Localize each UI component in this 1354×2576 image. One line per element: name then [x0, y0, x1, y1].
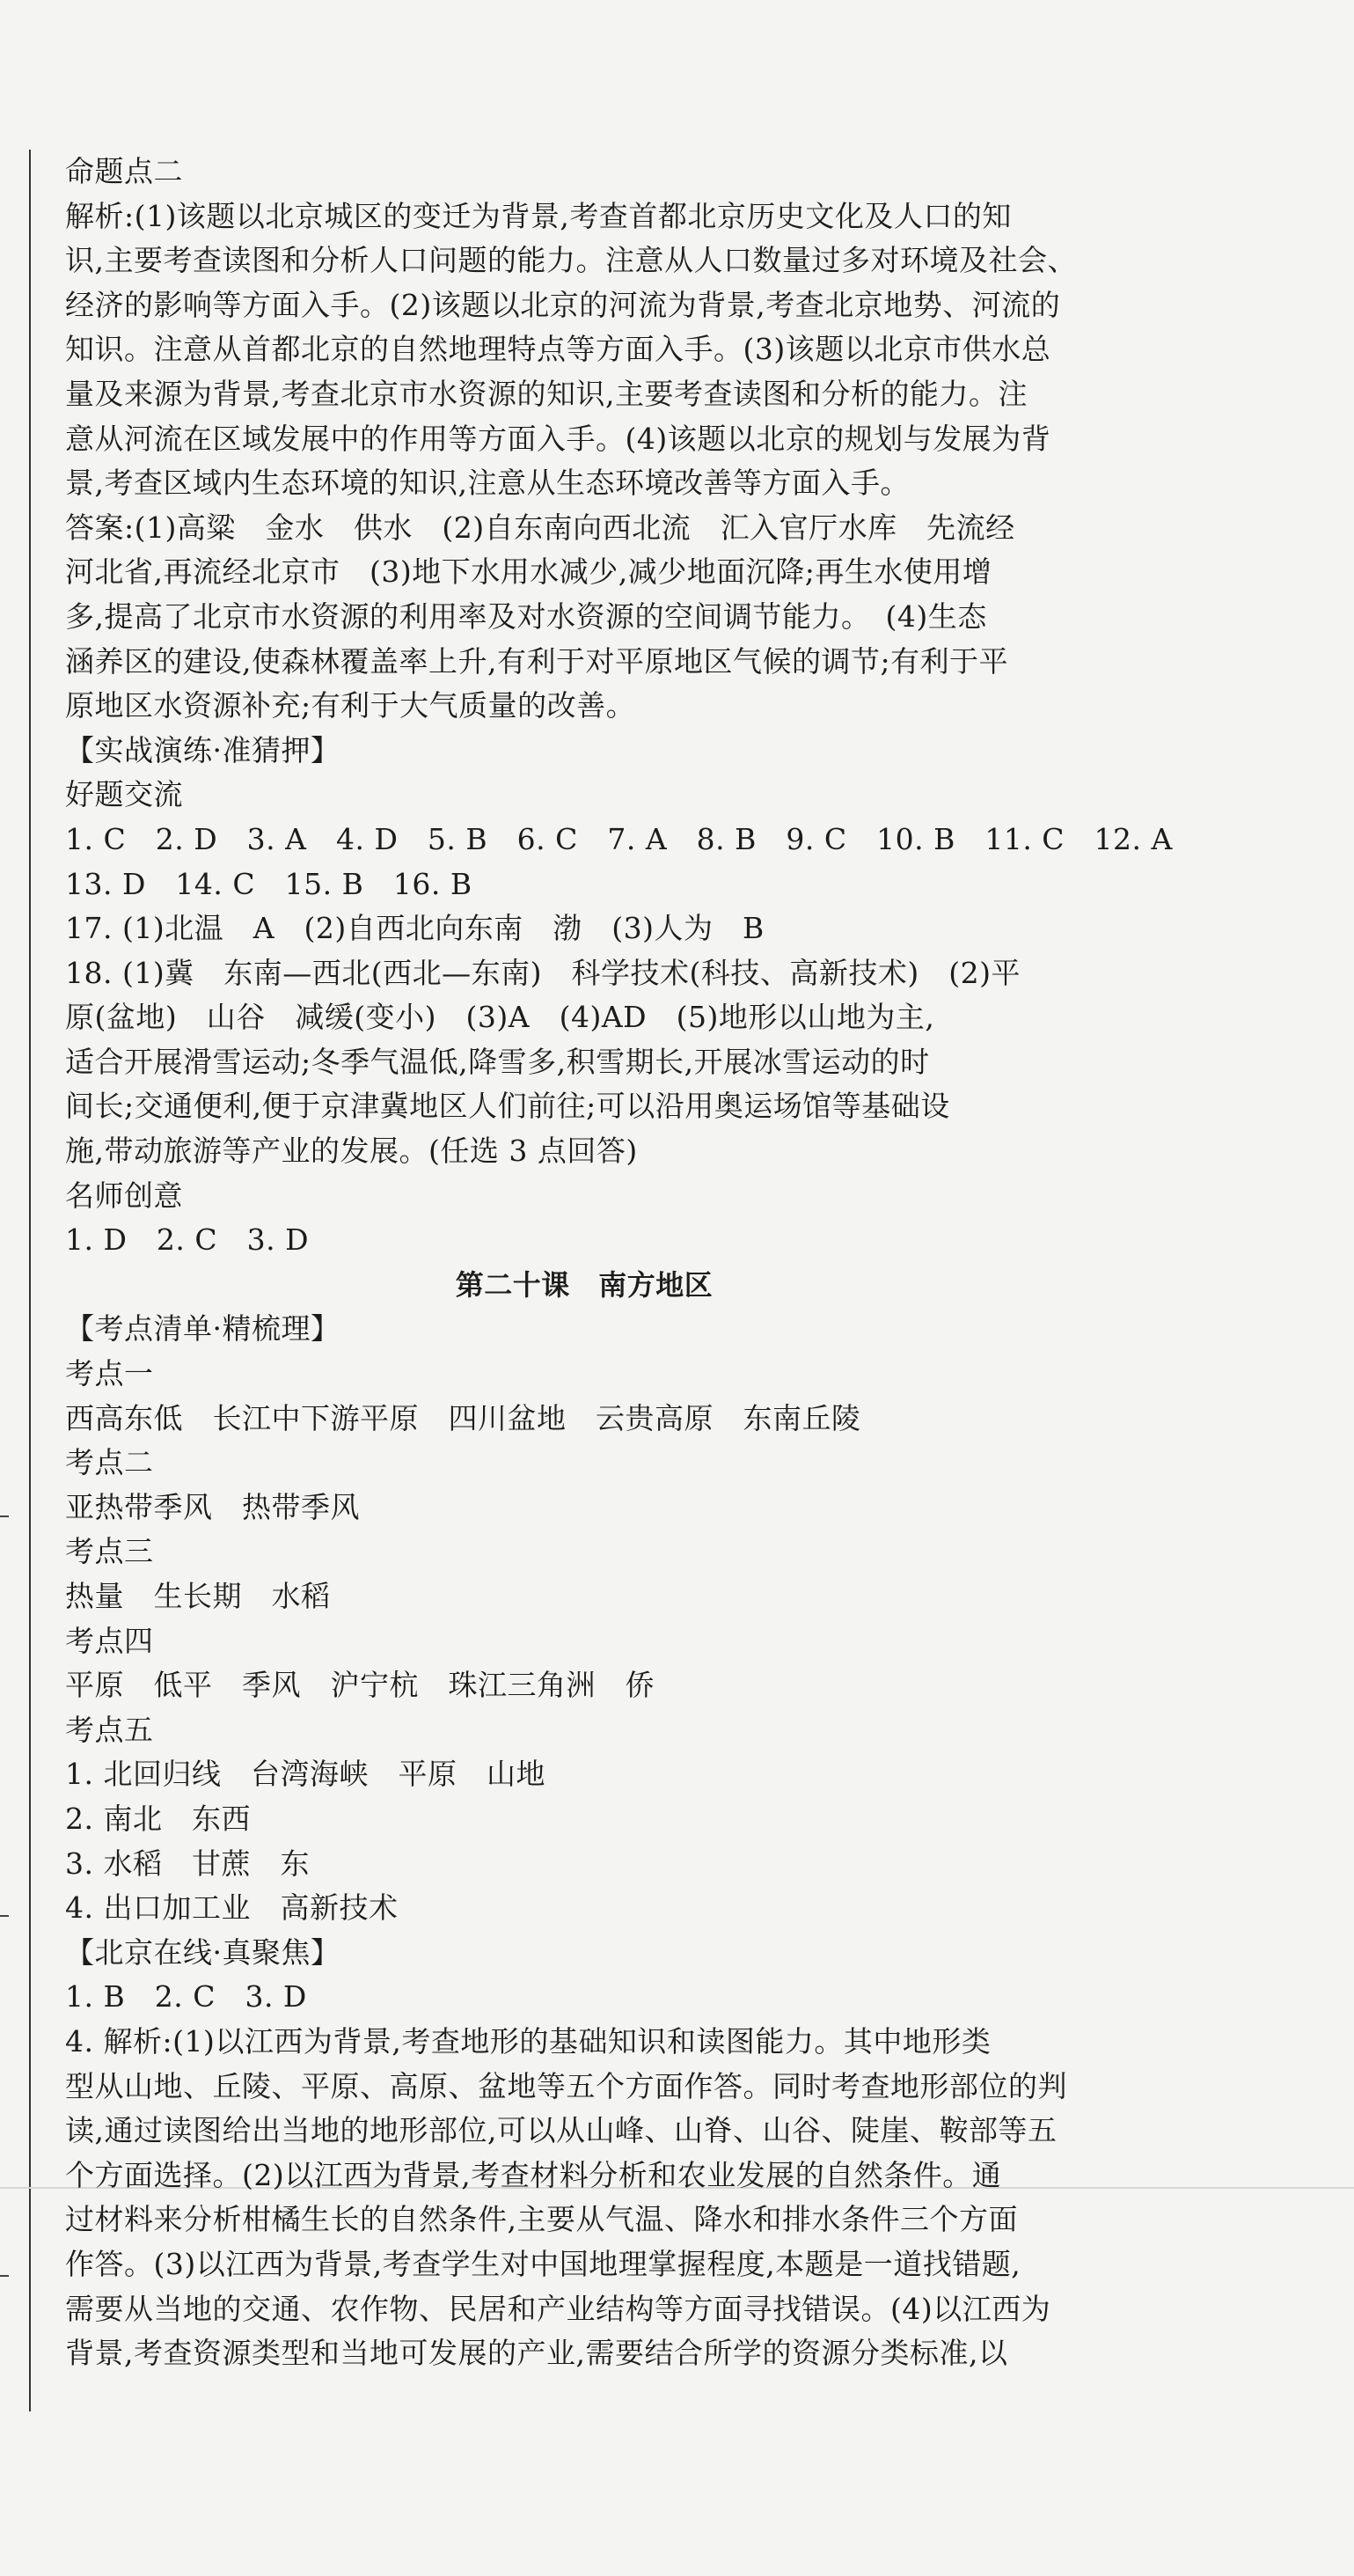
text-line: 1. 北回归线 台湾海峡 平原 山地: [65, 1757, 545, 1792]
text-line: 1. C 2. D 3. A 4. D 5. B 6. C 7. A 8. B 9. C 10. B 11. C 12. A: [65, 821, 1173, 856]
text-line: 需要从当地的交通、农作物、民居和产业结构等方面寻找错误。(4)以江西为: [65, 2291, 1051, 2326]
text-line: 解析:(1)该题以北京城区的变迁为背景,考查首都北京历史文化及人口的知: [65, 198, 1012, 233]
text-line: 景,考查区域内生态环境的知识,注意从生态环境改善等方面入手。: [65, 466, 910, 501]
text-line: 多,提高了北京市水资源的利用率及对水资源的空间调节能力。 (4)生态: [65, 598, 987, 634]
text-line: 考点二: [65, 1445, 154, 1480]
text-line: 识,主要考查读图和分析人口问题的能力。注意从人口数量过多对环境及社会、: [65, 243, 1077, 278]
text-line: 原(盆地) 山谷 减缓(变小) (3)A (4)AD (5)地形以山地为主,: [65, 1000, 935, 1035]
text-line: 经济的影响等方面入手。(2)该题以北京的河流为背景,考查北京地势、河流的: [65, 287, 1061, 322]
text-line: 西高东低 长江中下游平原 四川盆地 云贵高原 东南丘陵: [65, 1400, 861, 1435]
section-title: 第二十课 南方地区: [455, 1267, 714, 1302]
text-line: 亚热带季风 热带季风: [65, 1489, 360, 1524]
text-line: 【北京在线·真聚焦】: [65, 1934, 340, 1970]
text-line: 4. 出口加工业 高新技术: [65, 1890, 399, 1926]
text-line: 间长;交通便利,便于京津冀地区人们前往;可以沿用奥运场馆等基础设: [65, 1089, 950, 1124]
text-line: 4. 解析:(1)以江西为背景,考查地形的基础知识和读图能力。其中地形类: [65, 2023, 992, 2059]
text-line: 读,通过读图给出当地的地形部位,可以从山峰、山脊、山谷、陡崖、鞍部等五: [65, 2113, 1058, 2148]
text-line: 答案:(1)高粱 金水 供水 (2)自东南向西北流 汇入官厅水库 先流经: [65, 510, 1015, 545]
text-line: 1. D 2. C 3. D: [65, 1222, 310, 1258]
text-line: 涵养区的建设,使森林覆盖率上升,有利于对平原地区气候的调节;有利于平: [65, 643, 1009, 679]
text-line: 考点四: [65, 1623, 154, 1658]
text-line: 考点三: [65, 1534, 154, 1569]
text-line: 2. 南北 东西: [65, 1801, 251, 1836]
text-line: 18. (1)冀 东南—西北(西北—东南) 科学技术(科技、高新技术) (2)平: [65, 955, 1021, 990]
text-line: 考点一: [65, 1356, 154, 1391]
text-line: 考点五: [65, 1712, 154, 1747]
edge-mark: [0, 1915, 9, 1917]
text-line: 名师创意: [65, 1178, 183, 1213]
text-line: 背景,考查资源类型和当地可发展的产业,需要结合所学的资源分类标准,以: [65, 2336, 1008, 2371]
text-line: 13. D 14. C 15. B 16. B: [65, 866, 472, 901]
text-line: 好题交流: [65, 777, 183, 812]
text-line: 意从河流在区域发展中的作用等方面入手。(4)该题以北京的规划与发展为背: [65, 421, 1051, 456]
margin-rule: [29, 150, 31, 2411]
text-line: 施,带动旅游等产业的发展。(任选 3 点回答): [65, 1134, 638, 1169]
text-line: 适合开展滑雪运动;冬季气温低,降雪多,积雪期长,开展冰雪运动的时: [65, 1044, 930, 1079]
text-line: 命题点二: [65, 154, 183, 188]
text-line: 1. B 2. C 3. D: [65, 1979, 307, 2015]
edge-mark: [0, 1516, 9, 1517]
text-line: 【考点清单·精梳理】: [65, 1311, 340, 1347]
text-line: 3. 水稻 甘蔗 东: [65, 1846, 310, 1881]
text-line: 平原 低平 季风 沪宁杭 珠江三角洲 侨: [65, 1668, 655, 1703]
text-line: 型从山地、丘陵、平原、高原、盆地等五个方面作答。同时考查地形部位的判: [65, 2068, 1067, 2103]
text-line: 知识。注意从首都北京的自然地理特点等方面入手。(3)该题以北京市供水总: [65, 332, 1051, 367]
text-line: 17. (1)北温 A (2)自西北向东南 渤 (3)人为 B: [65, 911, 765, 946]
text-line: 【实战演练·准猜押】: [65, 732, 340, 767]
text-line: 作答。(3)以江西为背景,考查学生对中国地理掌握程度,本题是一道找错题,: [65, 2246, 1021, 2281]
text-line: 过材料来分析柑橘生长的自然条件,主要从气温、降水和排水条件三个方面: [65, 2202, 1018, 2237]
edge-mark: [0, 2275, 9, 2277]
text-line: 量及来源为背景,考查北京市水资源的知识,主要考查读图和分析的能力。注: [65, 376, 1028, 411]
text-line: 热量 生长期 水稻: [65, 1579, 331, 1613]
text-line: 原地区水资源补充;有利于大气质量的改善。: [65, 688, 636, 723]
answer-key-text: [65, 150, 1173, 2376]
text-line: 个方面选择。(2)以江西为背景,考查材料分析和农业发展的自然条件。通: [65, 2157, 1002, 2192]
text-line: 河北省,再流经北京市 (3)地下水用水减少,减少地面沉降;再生水使用增: [65, 554, 992, 590]
